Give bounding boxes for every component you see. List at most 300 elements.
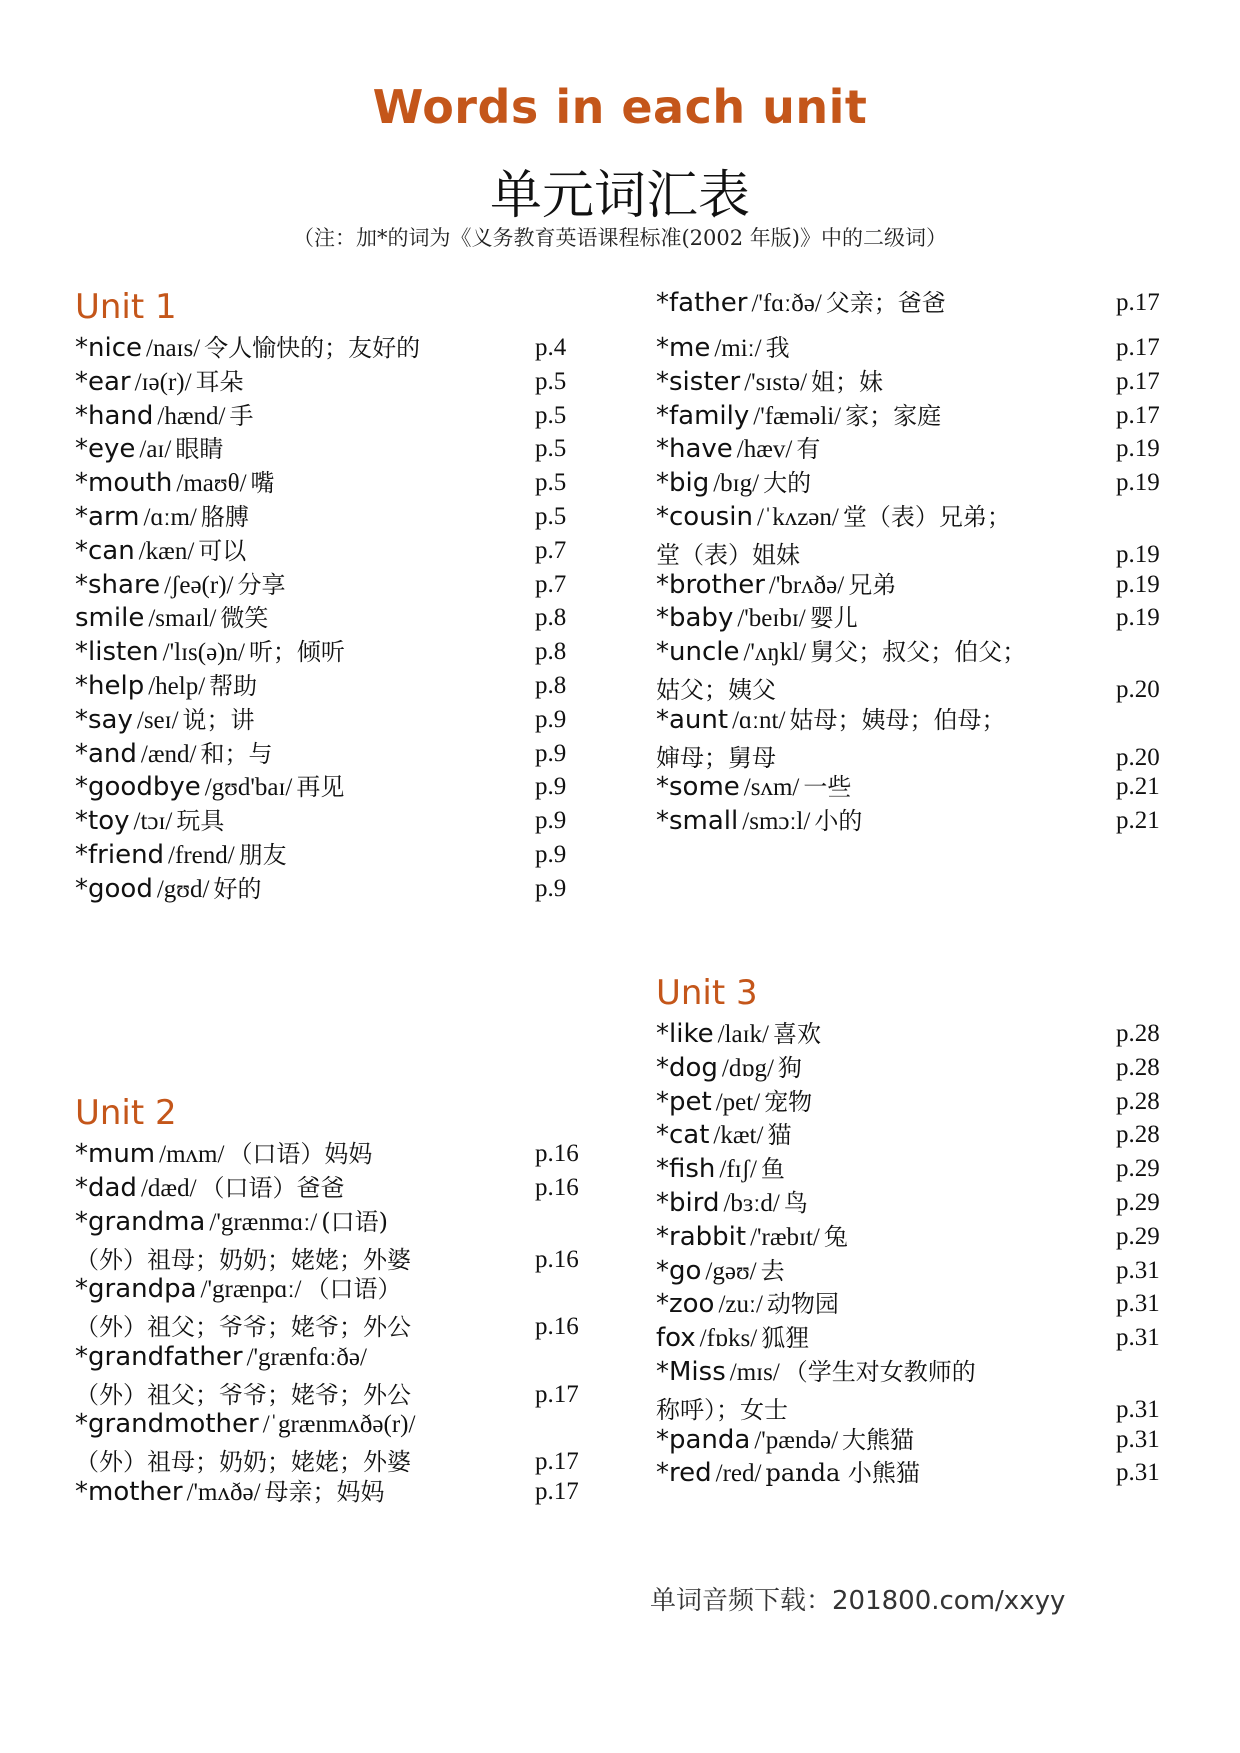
entry-phonetic: /'grænpɑː/ [200, 1276, 302, 1304]
entry-line [75, 1169, 595, 1207]
vocab-entry [656, 768, 1176, 806]
entry-word: *brother [656, 569, 765, 600]
entry-phonetic: /dæd/ [140, 1174, 197, 1202]
entry-page-ref: p.5 [535, 469, 567, 497]
vocab-entry [75, 735, 595, 773]
entry-line [75, 836, 595, 874]
entry-word: *grandpa [75, 1274, 197, 1305]
entry-line [656, 464, 1176, 502]
entry-page-ref: p.17 [535, 1448, 579, 1476]
entry-line [75, 768, 595, 806]
entry-page-ref: p.19 [1116, 570, 1160, 598]
vocab-entry [656, 498, 1176, 574]
entry-line [656, 1184, 1176, 1222]
entry-meaning: 舅父；叔父；伯父； [810, 638, 1027, 667]
entry-page-ref: p.28 [1116, 1053, 1160, 1081]
entry-word: *small [656, 806, 739, 837]
entry-word: *fish [656, 1154, 716, 1185]
entry-phonetic: /frend/ [168, 842, 235, 869]
entry-word: *cousin [656, 502, 753, 532]
vocab-entry [75, 329, 595, 367]
entry-page-ref: p.17 [1116, 401, 1160, 429]
entry-word: *baby [656, 603, 734, 634]
left-column [75, 0, 595, 1753]
entry-page-ref: p.28 [1116, 1121, 1160, 1149]
vocab-entry [75, 701, 595, 739]
entry-phonetic: /maʊθ/ [176, 470, 247, 498]
entry-word: *dog [656, 1052, 718, 1083]
entry-page-ref: p.17 [535, 1380, 579, 1408]
entry-phonetic: /'mʌðə/ [186, 1479, 261, 1506]
vocab-entry [75, 1338, 595, 1414]
entry-page-ref: p.19 [1116, 541, 1160, 568]
entry-meaning: 听；倾听 [248, 638, 345, 667]
vocab-entry [75, 768, 595, 806]
entry-meaning-continued: 姑父；姨父 [656, 676, 776, 705]
entry-line [656, 1252, 1176, 1290]
entry-page-ref: p.16 [535, 1140, 579, 1167]
unit-heading-1: Unit 1 [75, 287, 177, 327]
entry-meaning: 嘴 [250, 469, 275, 498]
vocab-entry [75, 1135, 595, 1173]
entry-meaning: 堂（表）兄弟； [842, 503, 1011, 531]
vocab-entry [75, 1473, 595, 1511]
entry-word: *me [656, 333, 711, 363]
entry-phonetic: /zuː/ [718, 1291, 763, 1319]
entry-line [656, 1421, 1176, 1459]
entry-meaning: 可以 [198, 536, 247, 565]
entry-meaning: 婴儿 [809, 604, 858, 633]
entry-phonetic: /kæn/ [138, 537, 195, 565]
vocab-entry [656, 566, 1176, 604]
entry-word: *rabbit [656, 1221, 747, 1252]
entry-meaning: 再见 [296, 773, 345, 802]
entry-word: *ear [75, 366, 131, 397]
entry-page-ref: p.9 [535, 705, 567, 733]
entry-page-ref: p.8 [535, 638, 567, 666]
entry-meaning: 和；与 [200, 739, 273, 768]
entry-page-ref: p.19 [1116, 469, 1160, 497]
entry-meaning: 令人愉快的；友好的 [204, 334, 421, 362]
entry-phonetic: /gʊd/ [156, 875, 210, 903]
entry-phonetic: /gʊd'baɪ/ [204, 774, 293, 802]
entry-meaning: 兔 [823, 1222, 848, 1251]
entry-phonetic: /gəʊ/ [705, 1257, 757, 1285]
entry-page-ref: p.4 [535, 334, 567, 361]
entry-meaning: 姐；妹 [811, 367, 884, 396]
entry-meaning: 有 [796, 435, 821, 464]
entry-line [656, 397, 1176, 435]
entry-meaning: 母亲；妈妈 [264, 1478, 385, 1506]
entry-phonetic: /help/ [148, 673, 206, 700]
entry-phonetic: /'grænfɑːðə/ [246, 1343, 367, 1371]
entry-meaning: 分享 [237, 570, 286, 599]
entry-line [656, 1150, 1176, 1188]
entry-line [75, 735, 595, 773]
entry-meaning: 玩具 [176, 807, 225, 836]
entry-page-ref: p.16 [535, 1245, 579, 1273]
entry-line [656, 599, 1176, 637]
entry-word: *good [75, 873, 153, 904]
entry-word: *say [75, 704, 133, 735]
entry-page-ref: p.31 [1116, 1425, 1160, 1453]
entry-word: *grandma [75, 1206, 206, 1237]
entry-meaning: （口语）妈妈 [228, 1140, 373, 1168]
entry-line [656, 768, 1176, 806]
entry-word: *mother [75, 1477, 183, 1507]
entry-meaning: 说；讲 [182, 705, 255, 734]
vocab-entry [656, 1150, 1176, 1188]
entry-word: *panda [656, 1424, 751, 1455]
entry-line [75, 1135, 595, 1173]
entry-word: *family [656, 400, 750, 431]
vocab-entry [656, 1252, 1176, 1290]
entry-meaning: 狐狸 [761, 1324, 810, 1353]
entry-word: *share [75, 569, 161, 600]
entry-meaning-continued: 堂（表）姐妹 [656, 541, 800, 569]
entry-page-ref: p.28 [1116, 1020, 1160, 1047]
entry-page-ref: p.20 [1116, 676, 1160, 704]
entry-meaning: (口语) [321, 1207, 388, 1236]
vocab-entry [75, 363, 595, 401]
entry-word: *father [656, 288, 748, 318]
entry-word: *listen [75, 637, 159, 668]
vocab-entry [75, 836, 595, 874]
entry-meaning: 我 [765, 334, 790, 362]
vocab-entry [656, 1353, 1176, 1429]
vocab-entry [75, 1203, 595, 1279]
entry-page-ref: p.9 [535, 841, 567, 868]
entry-page-ref: p.21 [1116, 773, 1160, 801]
entry-phonetic: /ɪə(r)/ [134, 368, 192, 396]
entry-phonetic: /aɪ/ [139, 436, 172, 464]
entry-phonetic: /'ræbɪt/ [750, 1223, 820, 1251]
entry-phonetic: /'grænmɑː/ [209, 1208, 318, 1236]
entry-page-ref: p.31 [1116, 1290, 1160, 1318]
entry-page-ref: p.31 [1116, 1256, 1160, 1284]
vocab-entry [75, 566, 595, 604]
entry-meaning: 喜欢 [772, 1020, 821, 1048]
entry-meaning-continued: （外）祖母；奶奶；姥姥；外婆 [75, 1245, 411, 1274]
entry-line [656, 1083, 1176, 1121]
entry-word: *like [656, 1019, 714, 1049]
entry-word: fox [656, 1323, 696, 1354]
vocab-entry [75, 1270, 595, 1346]
unit-heading-3: Unit 3 [656, 973, 758, 1013]
right-column [656, 0, 1176, 1753]
entry-meaning-continued: （外）祖母；奶奶；姥姥；外婆 [75, 1448, 411, 1477]
entry-phonetic: /smɔːl/ [742, 808, 811, 836]
entry-meaning: 鱼 [760, 1155, 785, 1184]
entry-page-ref: p.28 [1116, 1087, 1160, 1115]
entry-word: *friend [75, 840, 165, 870]
entry-meaning: 父亲；爸爸 [825, 289, 946, 317]
entry-line [75, 802, 595, 840]
entry-line [75, 1473, 595, 1511]
entry-page-ref: p.9 [535, 807, 567, 835]
entry-word: *pet [656, 1086, 712, 1117]
entry-phonetic: /miː/ [714, 335, 762, 362]
entry-meaning: 帮助 [209, 672, 258, 700]
entry-word: *and [75, 738, 137, 769]
entry-word: *red [656, 1458, 712, 1489]
entry-phonetic: /smaɪl/ [148, 605, 217, 633]
entry-phonetic: /bɪg/ [713, 470, 760, 498]
entry-meaning: 动物园 [766, 1290, 839, 1319]
entry-page-ref: p.8 [535, 672, 567, 699]
entry-meaning: 去 [760, 1256, 785, 1285]
entry-phonetic: /'pændə/ [754, 1426, 839, 1454]
entry-meaning: 猫 [767, 1121, 792, 1150]
entry-page-ref: p.31 [1116, 1396, 1160, 1423]
entry-word: *grandfather [75, 1341, 243, 1372]
unit-heading-2: Unit 2 [75, 1093, 177, 1133]
vocab-entry [75, 599, 595, 637]
vocab-entry [656, 1218, 1176, 1256]
entry-phonetic: /ʃeə(r)/ [164, 571, 234, 599]
vocab-entry [656, 1454, 1176, 1492]
entry-meaning: 手 [229, 401, 254, 430]
vocab-entry [75, 1405, 595, 1481]
vocab-entry [656, 430, 1176, 468]
entry-meaning: 微笑 [220, 604, 269, 633]
entry-line [656, 1285, 1176, 1323]
vocab-entry [75, 397, 595, 435]
entry-page-ref: p.31 [1116, 1459, 1160, 1487]
entry-word: *some [656, 772, 740, 803]
entry-meaning: 小的 [814, 807, 863, 836]
vocab-entry [75, 870, 595, 908]
entry-page-ref: p.5 [535, 367, 567, 395]
entry-word: *mum [75, 1139, 156, 1169]
entry-word: *nice [75, 333, 142, 363]
entry-line [656, 1218, 1176, 1256]
entry-page-ref: p.21 [1116, 807, 1160, 835]
entry-line [75, 566, 595, 604]
vocab-entry [656, 1184, 1176, 1222]
entry-page-ref: p.29 [1116, 1189, 1160, 1216]
entry-meaning: 狗 [777, 1053, 802, 1082]
entry-phonetic: /'brʌðə/ [768, 571, 845, 599]
entry-line [75, 430, 595, 468]
entry-meaning: （口语）爸爸 [200, 1173, 345, 1202]
entry-phonetic: /'fɑːðə/ [751, 290, 822, 317]
entry-word: *can [75, 535, 135, 566]
entry-line [656, 1015, 1176, 1053]
entry-line [75, 1203, 595, 1241]
vocab-entry [656, 1421, 1176, 1459]
title-chinese: 单元词汇表 [489, 166, 750, 226]
entry-word: *bird [656, 1188, 720, 1218]
entry-meaning-continued: 称呼）；女士 [656, 1396, 788, 1424]
entry-word: *eye [75, 434, 136, 465]
entry-word: *dad [75, 1172, 137, 1203]
entry-page-ref: p.7 [535, 536, 567, 564]
entry-line [656, 1116, 1176, 1154]
entry-word: *have [656, 434, 733, 465]
entry-phonetic: /bɜːd/ [723, 1190, 780, 1217]
entry-meaning-continued: （外）祖父；爷爷；姥爷；外公 [75, 1380, 411, 1409]
entry-line [656, 363, 1176, 401]
entry-phonetic: /red/ [715, 1460, 762, 1488]
entry-page-ref: p.9 [535, 773, 567, 801]
entry-line [656, 1049, 1176, 1087]
entry-meaning-continued: 婶母；舅母 [656, 743, 776, 772]
entry-page-ref: p.31 [1116, 1324, 1160, 1352]
entry-word: *big [656, 468, 710, 499]
entry-phonetic: /'ʌŋkl/ [743, 639, 807, 667]
entry-line [75, 397, 595, 435]
entry-meaning: panda 小熊猫 [765, 1459, 920, 1488]
vocab-entry [75, 430, 595, 468]
entry-meaning: 姑母；姨母；伯母； [789, 705, 1006, 734]
vocab-entry [75, 532, 595, 570]
vocab-entry [656, 802, 1176, 840]
entry-meaning: 兄弟 [848, 570, 897, 599]
entry-word: *cat [656, 1120, 710, 1151]
entry-line [656, 430, 1176, 468]
entry-phonetic: /kæt/ [713, 1122, 764, 1150]
vocab-entry [75, 633, 595, 671]
entry-phonetic: /sʌm/ [743, 774, 800, 802]
entry-page-ref: p.20 [1116, 743, 1160, 771]
entry-word: *goodbye [75, 772, 201, 803]
entry-page-ref: p.29 [1116, 1222, 1160, 1250]
entry-page-ref: p.17 [1116, 334, 1160, 361]
vocab-entry [656, 633, 1176, 709]
vocab-entry [656, 1319, 1176, 1357]
entry-word: *help [75, 671, 145, 701]
entry-meaning-continued: （外）祖父；爷爷；姥爷；外公 [75, 1313, 411, 1342]
vocab-entry [656, 464, 1176, 502]
entry-phonetic: /hænd/ [157, 402, 226, 430]
title-english: Words in each unit [372, 80, 868, 134]
entry-word: *arm [75, 502, 140, 532]
entry-word: *mouth [75, 468, 173, 499]
entry-phonetic: /tɔɪ/ [133, 808, 173, 836]
entry-meaning: （口语） [305, 1275, 402, 1304]
entry-phonetic: /ˈkʌzən/ [756, 504, 839, 531]
entry-meaning: 鸟 [783, 1189, 808, 1217]
entry-line [75, 329, 595, 367]
entry-meaning: 大的 [763, 469, 812, 498]
entry-line [75, 667, 595, 705]
entry-page-ref: p.8 [535, 604, 567, 632]
vocab-entry [75, 667, 595, 705]
entry-line [75, 701, 595, 739]
entry-page-ref: p.5 [535, 435, 567, 463]
vocab-entry [75, 1169, 595, 1207]
vocab-entry [656, 1285, 1176, 1323]
entry-line [75, 1270, 595, 1308]
entry-phonetic: /ɑːm/ [143, 504, 197, 531]
entry-phonetic: /hæv/ [736, 436, 793, 464]
entry-word: *go [656, 1255, 702, 1286]
entry-phonetic: /'beɪbɪ/ [737, 605, 806, 633]
entry-phonetic: /pet/ [715, 1088, 761, 1116]
entry-phonetic: /mʌm/ [159, 1141, 225, 1168]
entry-line [75, 599, 595, 637]
entry-phonetic: /mɪs/ [729, 1359, 780, 1386]
entry-line [75, 1338, 595, 1376]
entry-page-ref: p.9 [535, 874, 567, 902]
vocab-entry [656, 1049, 1176, 1087]
entry-word: *sister [656, 366, 741, 397]
entry-line [75, 498, 595, 536]
entry-word: *toy [75, 806, 130, 837]
entry-page-ref: p.9 [535, 739, 567, 767]
entry-phonetic: /dɒg/ [721, 1054, 774, 1082]
entry-page-ref: p.19 [1116, 604, 1160, 632]
entry-meaning: 一些 [803, 773, 852, 802]
entry-word: *Miss [656, 1357, 726, 1387]
entry-meaning: 眼睛 [175, 435, 224, 464]
entry-meaning: 好的 [213, 874, 262, 903]
entry-phonetic: /'fæməli/ [753, 402, 842, 430]
entry-page-ref: p.17 [535, 1478, 579, 1505]
entry-word: *hand [75, 400, 154, 431]
audio-download-footer: 单词音频下载：201800.com/xxyy [650, 1586, 1066, 1616]
entry-phonetic: /fɪʃ/ [719, 1156, 757, 1184]
entry-line [656, 1319, 1176, 1357]
entry-line [656, 284, 1176, 322]
entry-meaning: 家；家庭 [845, 401, 942, 430]
entry-phonetic: /ˈgrænmʌðə(r)/ [262, 1411, 416, 1439]
entry-page-ref: p.16 [535, 1173, 579, 1201]
entry-word: *grandmother [75, 1409, 259, 1440]
entry-line [656, 1353, 1176, 1391]
entry-line [656, 498, 1176, 536]
entry-page-ref: p.17 [1116, 367, 1160, 395]
entry-page-ref: p.19 [1116, 435, 1160, 463]
vocab-entry [656, 329, 1176, 367]
entry-meaning: 胳膊 [200, 503, 249, 531]
entry-line [75, 1405, 595, 1443]
entry-page-ref: p.5 [535, 401, 567, 429]
entry-word: smile [75, 603, 145, 634]
entry-line [75, 363, 595, 401]
entry-word: *uncle [656, 637, 740, 668]
entry-line [656, 802, 1176, 840]
vocab-entry [656, 1083, 1176, 1121]
entry-page-ref: p.5 [535, 503, 567, 530]
vocab-entry [656, 599, 1176, 637]
entry-phonetic: /'lɪs(ə)n/ [162, 639, 245, 667]
note: （注：加*的词为《义务教育英语课程标准(2002 年版)》中的二级词） [292, 226, 947, 250]
vocab-entry [656, 1116, 1176, 1154]
entry-phonetic: /laɪk/ [717, 1021, 769, 1048]
entry-line [656, 1454, 1176, 1492]
entry-phonetic: /ɑːnt/ [732, 706, 786, 734]
entry-meaning: 耳朵 [195, 367, 244, 396]
vocab-entry [656, 397, 1176, 435]
entry-page-ref: p.17 [1116, 289, 1160, 316]
entry-meaning: （学生对女教师的 [783, 1358, 976, 1386]
entry-meaning: 朋友 [238, 841, 287, 869]
entry-line [656, 633, 1176, 671]
entry-phonetic: /'sɪstə/ [744, 368, 808, 396]
entry-line [75, 464, 595, 502]
entry-word: *zoo [656, 1289, 715, 1320]
entry-line [75, 633, 595, 671]
entry-word: *aunt [656, 704, 729, 735]
entry-line [75, 532, 595, 570]
vocab-entry [656, 363, 1176, 401]
entry-page-ref: p.16 [535, 1313, 579, 1341]
entry-meaning: 宠物 [764, 1087, 813, 1116]
entry-page-ref: p.29 [1116, 1155, 1160, 1183]
entry-line [75, 870, 595, 908]
